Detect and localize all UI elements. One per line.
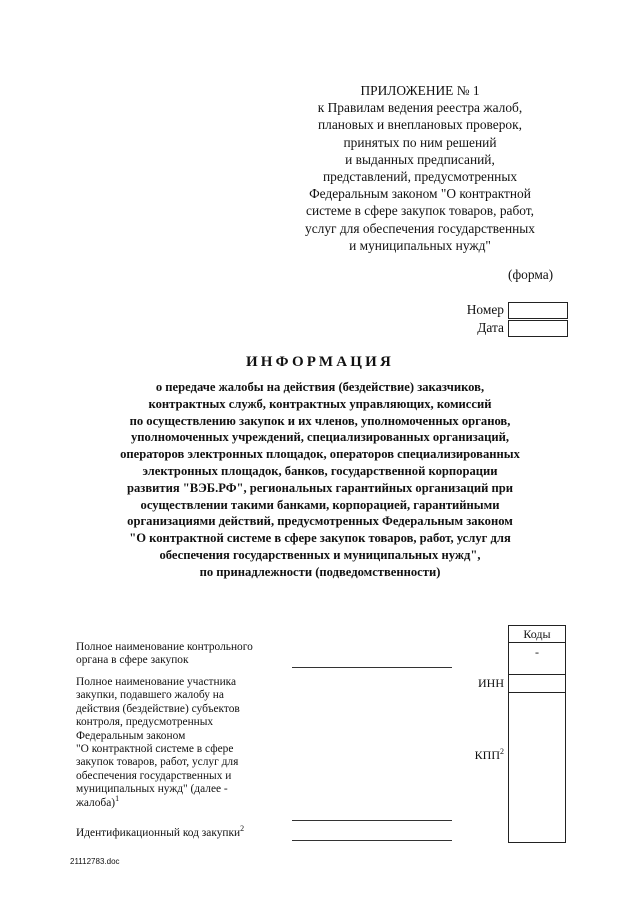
control-body-label: Полное наименование контрольного органа в сфере закупок: [76, 641, 253, 667]
appendix-line: к Правилам ведения реестра жалоб,: [317, 100, 523, 116]
number-label: Номер: [466, 302, 504, 317]
subtitle-line: "О контрактной системе в сфере закупок товаров, работ, услуг для: [129, 531, 511, 546]
control-body-input[interactable]: [292, 667, 452, 668]
codes-divider: [509, 642, 565, 643]
subtitle-line: осуществлении такими банками, корпорацией, гарантийными: [140, 497, 500, 512]
subtitle-line: о передаче жалобы на действия (бездействие) заказчиков,: [155, 380, 485, 394]
form-label: (форма): [508, 267, 554, 282]
file-name: 21112783.doc: [70, 857, 120, 866]
number-field[interactable]: [508, 302, 568, 319]
subtitle-line: электронных площадок, банков, государственной корпорации: [142, 463, 498, 478]
kpp-label: КПП$^2$: [474, 747, 504, 762]
document-subtitle: [60, 379, 580, 581]
subtitle-line: обеспечения государственных и муниципальных нужд",: [159, 547, 481, 562]
subtitle-line: организациями действий, предусмотренных Федеральным законом: [127, 514, 513, 529]
inn-field[interactable]: [509, 674, 565, 691]
appendix-line: системе в сфере закупок товаров, работ,: [306, 203, 534, 219]
document-title: ИНФОРМАЦИЯ: [245, 354, 395, 370]
appendix-line: услуг для обеспечения государственных: [305, 220, 535, 236]
subtitle-line: развития "ВЭБ.РФ", региональных гарантийных организаций при: [126, 480, 514, 495]
subtitle-line: уполномоченных учреждений, специализированных организаций,: [130, 430, 510, 445]
codes-table: [508, 625, 566, 843]
subtitle-line: операторов электронных площадок, операторов специализированных: [120, 447, 520, 462]
appendix-line: представлений, предусмотренных: [322, 169, 518, 185]
date-label: Дата: [477, 320, 504, 335]
control-body-code: -: [535, 645, 539, 659]
participant-label: Полное наименование участника закупки, подавшего жалобу на действия (бездействие) субъектов контроля, предусмотренных Федеральным законом "О контрактной системе в сфере закупок товаров, работ, услуг для обеспечения государственных и муниципальных нужд" (далее - жалоба)$^1$: [76, 676, 240, 809]
inn-label: ИНН: [478, 676, 504, 690]
codes-divider: [509, 692, 565, 693]
subtitle-line: по принадлежности (подведомственности): [199, 564, 441, 579]
subtitle-line: контрактных служб, контрактных управляющих, комиссий: [148, 396, 492, 411]
date-field[interactable]: [508, 320, 568, 337]
purchase-code-label: Идентификационный код закупки$^2$: [76, 824, 245, 839]
codes-header: Коды: [523, 627, 551, 641]
appendix-line: и выданных предписаний,: [345, 151, 495, 167]
appendix-line: плановых и внеплановых проверок,: [318, 117, 522, 133]
appendix-line: Федеральным законом "О контрактной: [309, 186, 531, 202]
appendix-title: ПРИЛОЖЕНИЕ № 1: [360, 83, 480, 98]
appendix-line: принятых по ним решений: [343, 134, 497, 150]
subtitle-line: по осуществлению закупок и их членов, уполномоченных органов,: [129, 413, 511, 428]
participant-input[interactable]: [292, 820, 452, 821]
appendix-header: [280, 82, 560, 254]
purchase-code-input[interactable]: [292, 840, 452, 841]
appendix-line: и муниципальных нужд": [349, 237, 491, 253]
